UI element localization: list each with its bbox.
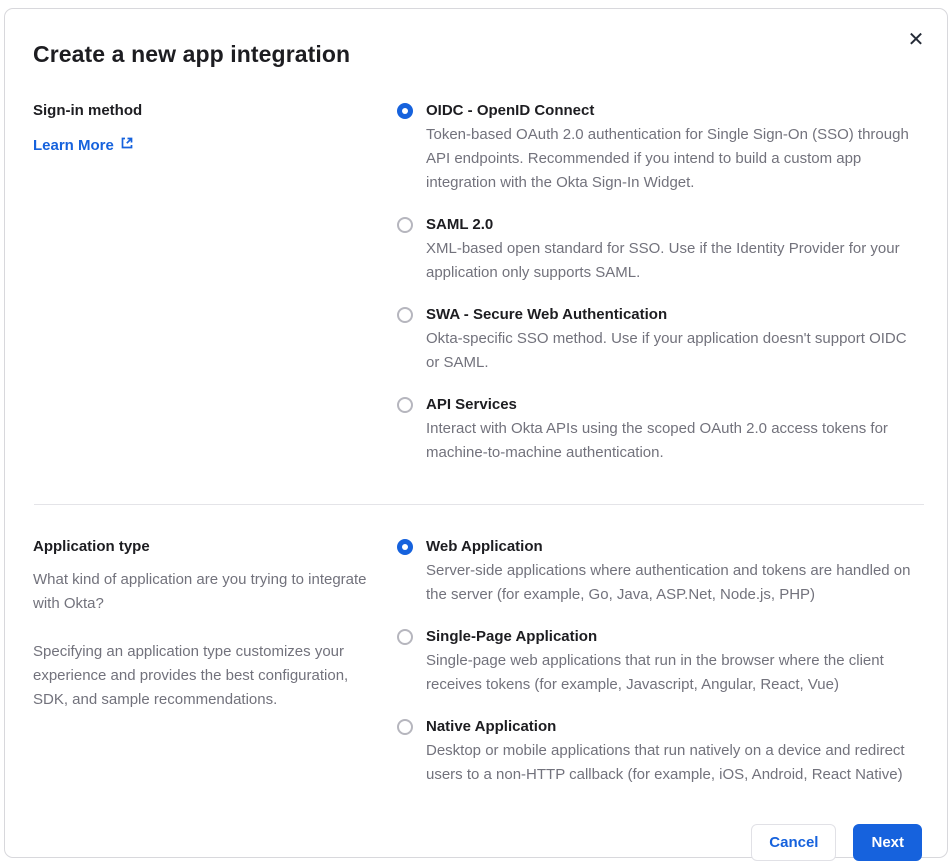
radio-option-description: Single-page web applications that run in the browser where the client receives tokens (for example, Javascript, Angular, React, Vue) <box>426 652 884 693</box>
radio-button-oidc[interactable] <box>397 103 413 119</box>
radio-option-spa[interactable] <box>397 625 924 697</box>
create-app-integration-modal <box>4 8 948 858</box>
radio-button-saml[interactable] <box>397 217 413 233</box>
application-type-description-2: Specifying an application type customizes your experience and provides the best configuration, SDK, and sample recommendations. <box>33 643 349 708</box>
radio-option-description: Okta-specific SSO method. Use if your application doesn't support OIDC or SAML. <box>426 330 907 371</box>
radio-option-description: XML-based open standard for SSO. Use if the Identity Provider for your application only supports SAML. <box>426 240 900 281</box>
radio-option-saml[interactable] <box>397 213 924 285</box>
radio-option-label[interactable]: SWA - Secure Web Authentication <box>426 306 668 323</box>
signin-method-label: Sign-in method <box>33 102 143 119</box>
external-link-icon <box>120 134 134 158</box>
learn-more-label: Learn More <box>33 136 114 154</box>
next-button[interactable]: Next <box>853 824 922 861</box>
radio-button-swa[interactable] <box>397 307 413 323</box>
radio-option-api-services[interactable] <box>397 393 924 465</box>
signin-radio-group <box>397 99 924 465</box>
radio-option-label[interactable]: OIDC - OpenID Connect <box>426 102 595 119</box>
radio-button-api-services[interactable] <box>397 397 413 413</box>
radio-option-label[interactable]: Native Application <box>426 718 557 735</box>
radio-option-description: Desktop or mobile applications that run natively on a device and redirect users to a non-HTTP callback (for example, iOS, Android, React Native) <box>426 742 905 783</box>
radio-option-label[interactable]: Single-Page Application <box>426 628 598 645</box>
radio-option-swa[interactable] <box>397 303 924 375</box>
section-divider <box>34 504 924 505</box>
radio-button-native-app[interactable] <box>397 719 413 735</box>
radio-option-label[interactable]: Web Application <box>426 538 543 555</box>
learn-more-link[interactable] <box>33 133 134 158</box>
close-icon[interactable]: ✕ <box>899 23 933 57</box>
application-type-section <box>33 535 924 787</box>
application-type-radio-group <box>397 535 924 787</box>
radio-option-description: Interact with Okta APIs using the scoped OAuth 2.0 access tokens for machine-to-machine authentication. <box>426 420 888 461</box>
radio-option-native-app[interactable] <box>397 715 924 787</box>
radio-button-web-app[interactable] <box>397 539 413 555</box>
signin-method-section <box>33 99 924 465</box>
page-title: Create a new app integration <box>33 41 351 67</box>
radio-option-web-app[interactable] <box>397 535 924 607</box>
radio-option-label[interactable]: SAML 2.0 <box>426 216 494 233</box>
radio-button-spa[interactable] <box>397 629 413 645</box>
radio-option-oidc[interactable] <box>397 99 924 195</box>
cancel-button[interactable]: Cancel <box>751 824 836 861</box>
radio-option-label[interactable]: API Services <box>426 396 517 413</box>
application-type-label: Application type <box>33 538 150 555</box>
radio-option-description: Server-side applications where authentication and tokens are handled on the server (for example, Go, Java, ASP.Net, Node.js, PHP) <box>426 562 911 603</box>
modal-footer <box>33 824 924 861</box>
radio-option-description: Token-based OAuth 2.0 authentication for Single Sign-On (SSO) through API endpoints. Recommended if you intend to build a custom app integration with the Okta Sign-In Widget. <box>426 126 909 191</box>
application-type-description-1: What kind of application are you trying to integrate with Okta? <box>33 571 367 612</box>
